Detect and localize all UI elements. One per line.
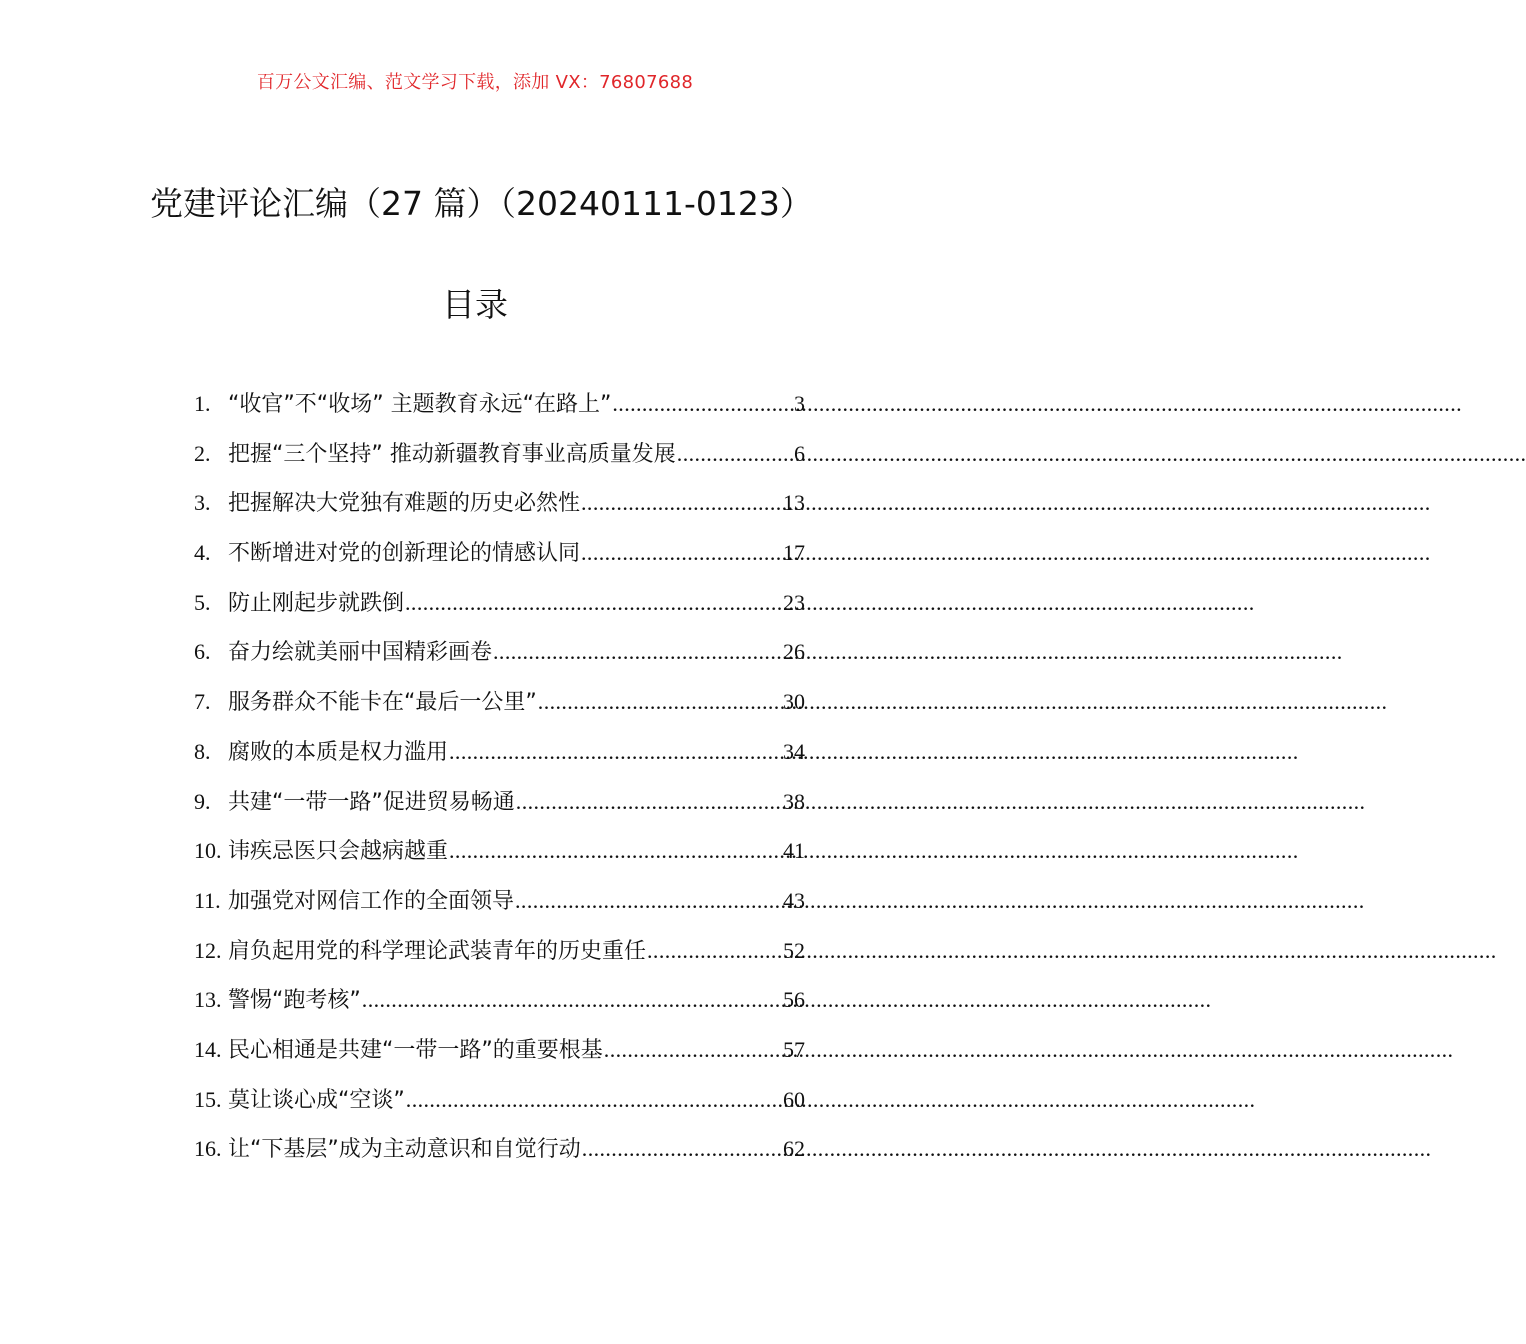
- toc-item-page: 57: [783, 1036, 805, 1062]
- toc-dot-leader: [612, 379, 793, 429]
- toc-dot-leader: [362, 975, 782, 1025]
- toc-item-title: 腐败的本质是权力滥用: [228, 739, 449, 765]
- toc-item[interactable]: [194, 1124, 805, 1174]
- toc-item-title: 肩负起用党的科学理论武装青年的历史重任: [228, 938, 647, 964]
- toc-item-title: “收官”不“收场” 主题教育永远“在路上”: [228, 392, 612, 417]
- toc-item-title: 让“下基层”成为主动意识和自觉行动: [228, 1137, 581, 1163]
- toc-item-number: 4.: [194, 540, 211, 566]
- toc-item-title: 莫让谈心成“空谈”: [228, 1087, 405, 1113]
- toc-item[interactable]: [194, 627, 805, 677]
- toc-item-number: 8.: [194, 738, 211, 764]
- toc-item-page: 52: [783, 937, 805, 963]
- toc-dot-leader: [449, 727, 782, 777]
- toc-item[interactable]: [194, 777, 805, 827]
- toc-dot-leader: [604, 1025, 782, 1075]
- toc-dot-leader: [647, 926, 782, 976]
- toc-item-title: 共建“一带一路”促进贸易畅通: [228, 789, 515, 815]
- toc-item-page: 6: [794, 440, 805, 466]
- toc-dot-leader: [581, 478, 782, 528]
- toc-item-number: 11.: [194, 887, 221, 913]
- toc-item[interactable]: [194, 1025, 805, 1075]
- toc-item[interactable]: [194, 1075, 805, 1125]
- toc-item-page: 30: [783, 689, 805, 715]
- toc-item-title: 警惕“跑考核”: [228, 988, 361, 1014]
- document-title: 党建评论汇编（27 篇）（20240111-0123）: [150, 184, 813, 223]
- toc-item-page: 13: [783, 490, 805, 516]
- toc-dot-leader: [516, 777, 782, 827]
- toc-item-title: 不断增进对党的创新理论的情感认同: [228, 541, 581, 567]
- toc-item-number: 7.: [194, 689, 211, 715]
- toc-item-title: 把握解决大党独有难题的历史必然性: [228, 491, 581, 517]
- toc-item[interactable]: [194, 926, 805, 976]
- toc-item-number: 6.: [194, 639, 211, 665]
- toc-item-number: 16.: [194, 1136, 222, 1162]
- toc-item-number: 5.: [194, 589, 211, 615]
- toc-item-title: 防止刚起步就跌倒: [228, 590, 405, 616]
- toc-item-title: 加强党对网信工作的全面领导: [228, 888, 515, 914]
- toc-item-number: 12.: [194, 937, 222, 963]
- toc-item-number: 9.: [194, 788, 211, 814]
- toc-item[interactable]: [194, 478, 805, 528]
- toc-item-number: 2.: [194, 440, 211, 466]
- toc-item[interactable]: [194, 429, 805, 479]
- toc-item-number: 3.: [194, 490, 211, 516]
- toc-dot-leader: [493, 627, 782, 677]
- toc-item[interactable]: [194, 578, 805, 628]
- toc-item-page: 38: [783, 788, 805, 814]
- toc-item-title: 把握“三个坚持” 推动新疆教育事业高质量发展: [228, 441, 676, 467]
- toc-item-title: 奋力绘就美丽中国精彩画卷: [228, 640, 493, 666]
- toc-item-page: 60: [783, 1086, 805, 1112]
- toc-item-page: 43: [783, 887, 805, 913]
- toc-dot-leader: [449, 826, 782, 876]
- toc-item-page: 26: [783, 639, 805, 665]
- toc-item-page: 17: [783, 540, 805, 566]
- toc-item[interactable]: [194, 876, 805, 926]
- toc-item-page: 23: [783, 589, 805, 615]
- toc-item-page: 41: [783, 838, 805, 864]
- toc-item[interactable]: [194, 379, 805, 429]
- toc-item-number: 1.: [194, 391, 211, 416]
- toc-dot-leader: [677, 429, 793, 479]
- toc-item[interactable]: [194, 677, 805, 727]
- toc-item-number: 15.: [194, 1086, 222, 1112]
- toc-item-number: 14.: [194, 1036, 222, 1062]
- table-of-contents: [194, 379, 805, 1174]
- toc-item[interactable]: [194, 826, 805, 876]
- toc-item-page: 62: [783, 1136, 805, 1162]
- toc-item-number: 10.: [194, 838, 222, 864]
- toc-item-number: 13.: [194, 987, 222, 1013]
- toc-item-title: 服务群众不能卡在“最后一公里”: [228, 690, 537, 716]
- toc-item[interactable]: [194, 528, 805, 578]
- toc-item-page: 34: [783, 738, 805, 764]
- toc-dot-leader: [581, 528, 782, 578]
- toc-dot-leader: [406, 1075, 782, 1125]
- toc-item-page: 3: [794, 391, 805, 416]
- toc-item[interactable]: [194, 727, 805, 777]
- toc-dot-leader: [405, 578, 782, 628]
- toc-item-page: 56: [783, 987, 805, 1013]
- toc-item[interactable]: [194, 975, 805, 1025]
- toc-item-title: 讳疾忌医只会越病越重: [228, 839, 449, 865]
- toc-dot-leader: [515, 876, 782, 926]
- header-note: 百万公文汇编、范文学习下载，添加 VX：76807688: [256, 72, 694, 93]
- toc-heading: 目录: [442, 285, 508, 324]
- toc-dot-leader: [582, 1124, 782, 1174]
- toc-item-title: 民心相通是共建“一带一路”的重要根基: [228, 1037, 603, 1063]
- toc-dot-leader: [538, 677, 782, 727]
